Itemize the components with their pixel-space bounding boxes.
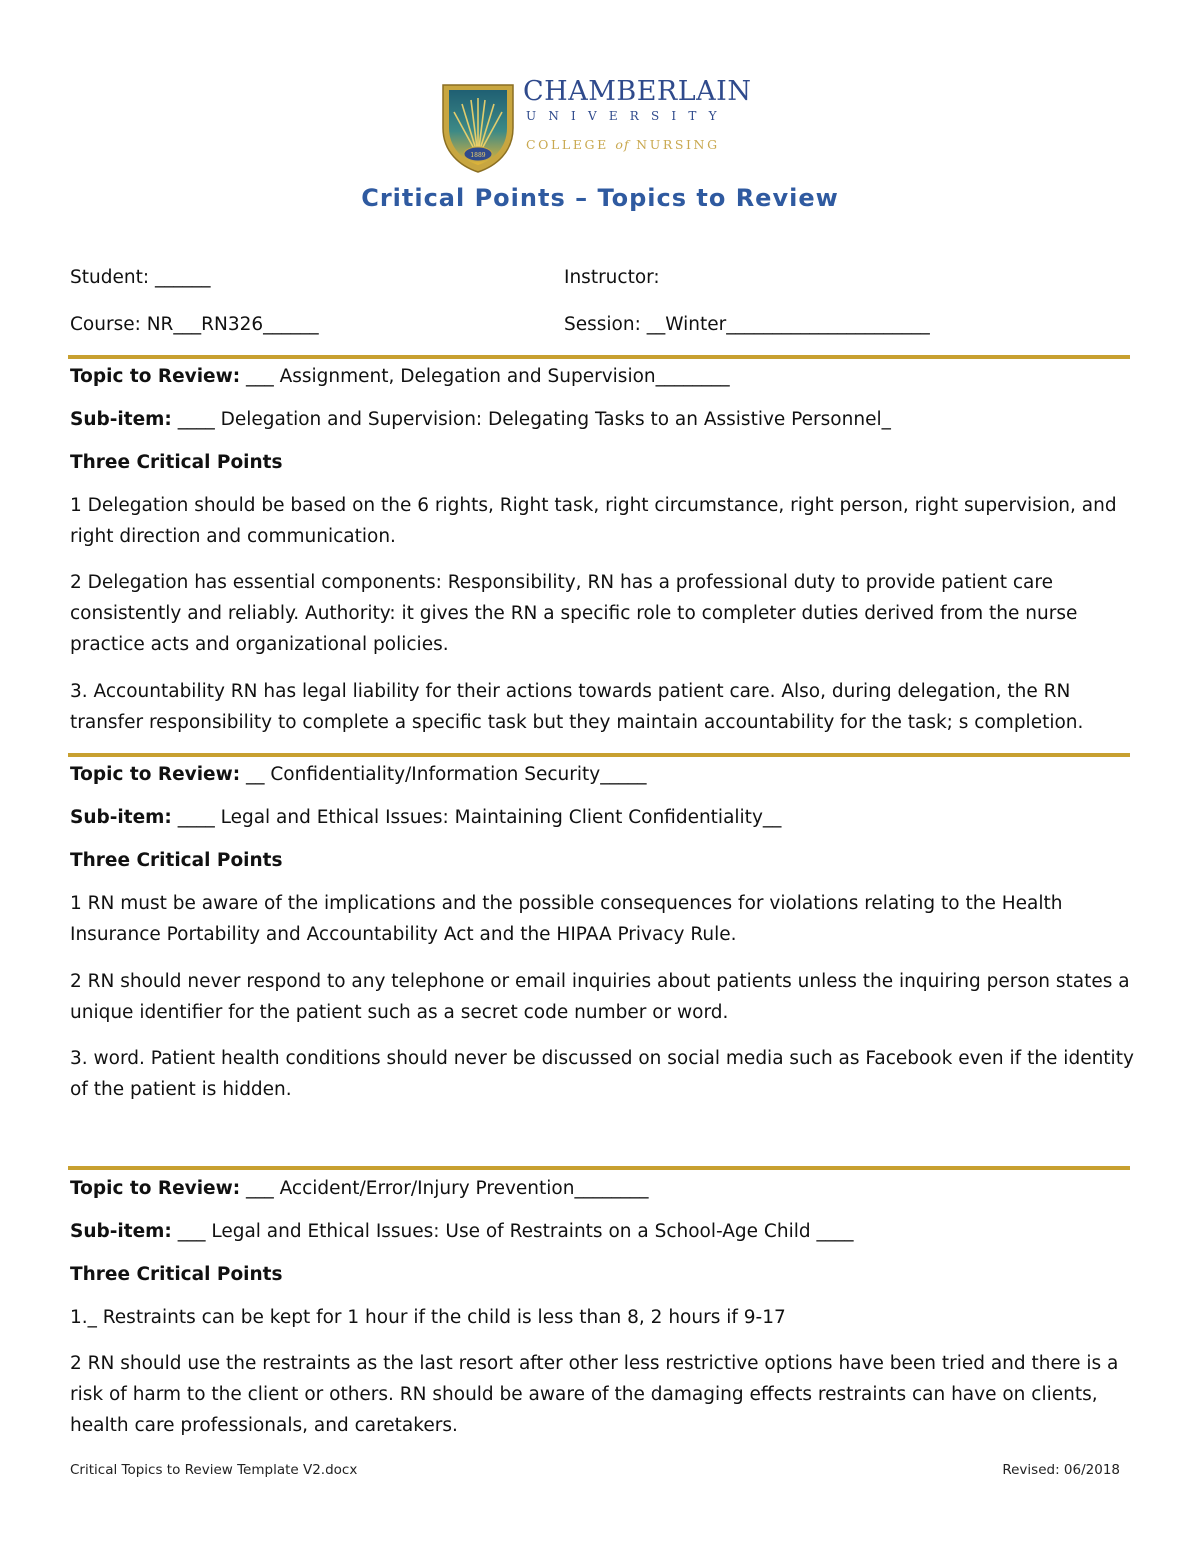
critical-point: 3. word. Patient health conditions should never be discussed on social media such as Facebook even if the identity of the patient is hidden. xyxy=(70,1048,1134,1100)
logo-university: UNIVERSITY xyxy=(526,109,729,123)
footer-revised: Revised: 06/2018 xyxy=(1002,1462,1120,1478)
topic-to-review: Topic to Review: __ Confidentiality/Information Security_____ xyxy=(70,764,647,785)
section-divider xyxy=(68,355,1130,359)
logo-name: CHAMBERLAIN xyxy=(523,76,752,107)
critical-points-heading: Three Critical Points xyxy=(70,1264,283,1285)
critical-point: 2 RN should never respond to any telephone or email inquiries about patients unless the inquiring person states a unique identifier for the patient such as a secret code number or word. xyxy=(70,971,1130,1023)
critical-point: 1._ Restraints can be kept for 1 hour if the child is less than 8, 2 hours if 9-17 xyxy=(70,1307,786,1328)
sub-item: Sub-item: ____ Delegation and Supervision: Delegating Tasks to an Assistive Personnel_ xyxy=(70,409,891,430)
session-field: Session: __Winter______________________ xyxy=(564,314,930,335)
section-divider xyxy=(68,753,1130,757)
critical-points-heading: Three Critical Points xyxy=(70,850,283,871)
critical-point: 2 RN should use the restraints as the last resort after other less restrictive options have been tried and there is a risk of harm to the client or others. RN should be aware of the damaging effects restraints can have on clients, health care professionals, and caretakers. xyxy=(70,1353,1119,1436)
section-divider xyxy=(68,1166,1130,1170)
shield-emblem-icon xyxy=(440,82,516,174)
critical-point: 1 Delegation should be based on the 6 rights, Right task, right circumstance, right person, right supervision, and right direction and communication. xyxy=(70,495,1117,547)
critical-point: 3. Accountability RN has legal liability for their actions towards patient care. Also, during delegation, the RN transfer responsibility to complete a specific task but they maintain accountability for the task; s completion. xyxy=(70,681,1084,733)
course-field: Course: NR___RN326______ xyxy=(70,314,319,335)
student-field: Student: ______ xyxy=(70,267,211,288)
instructor-field: Instructor: xyxy=(564,267,660,288)
logo-college: COLLEGE of NURSING xyxy=(526,137,720,152)
sub-item: Sub-item: ____ Legal and Ethical Issues: Maintaining Client Confidentiality__ xyxy=(70,807,782,828)
footer-filename: Critical Topics to Review Template V2.docx xyxy=(70,1462,358,1478)
page-title: Critical Points – Topics to Review xyxy=(361,184,839,212)
critical-point: 2 Delegation has essential components: Responsibility, RN has a professional duty to provide patient care consistently and reliably. Authority: it gives the RN a specific role to completer duties derived from the nurse practice acts and organizational policies. xyxy=(70,572,1078,655)
topic-to-review: Topic to Review: ___ Assignment, Delegation and Supervision________ xyxy=(70,366,730,387)
chamberlain-logo xyxy=(440,76,770,174)
sub-item: Sub-item: ___ Legal and Ethical Issues: Use of Restraints on a School-Age Child ____ xyxy=(70,1221,854,1242)
critical-point: 1 RN must be aware of the implications and the possible consequences for violations relating to the Health Insurance Portability and Accountability Act and the HIPAA Privacy Rule. xyxy=(70,893,1063,945)
logo-year: 1889 xyxy=(470,152,486,159)
critical-points-heading: Three Critical Points xyxy=(70,452,283,473)
topic-to-review: Topic to Review: ___ Accident/Error/Injury Prevention________ xyxy=(70,1178,649,1199)
